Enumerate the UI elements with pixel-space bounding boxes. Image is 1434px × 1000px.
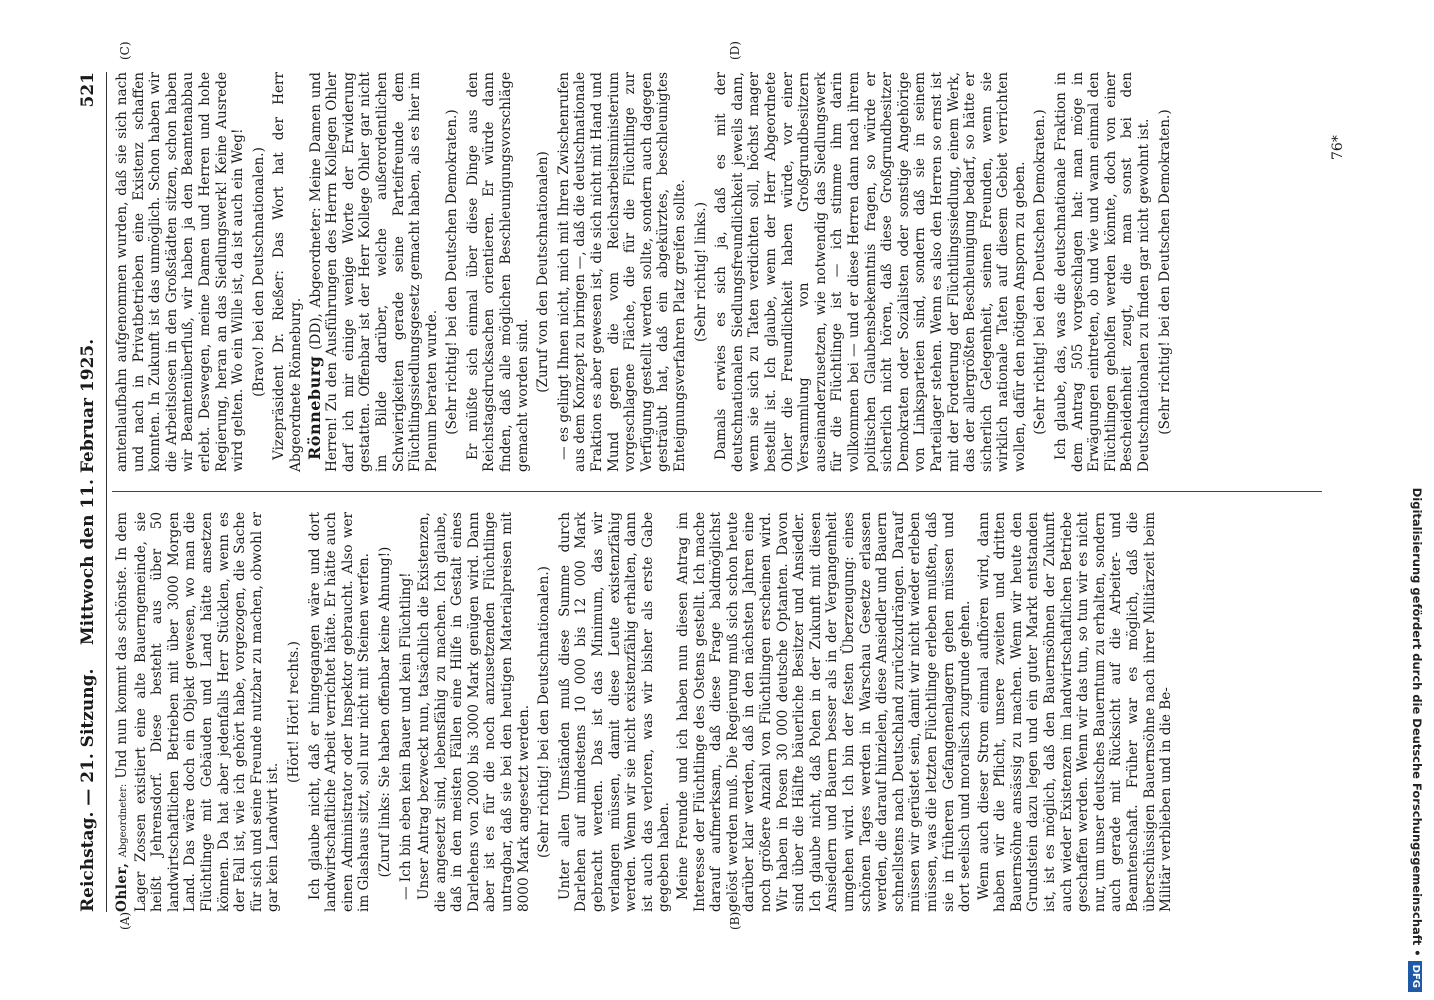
interjection: (Sehr richtig! bei den Deutschen Demokraten.): [1032, 109, 1049, 435]
interjection: (Bravo! bei den Deutschnationalen.): [250, 147, 267, 397]
paragraph: Vizepräsident Dr. Rießer: Das Wort hat der Herr Abgeordnete Rönneburg.: [271, 72, 304, 472]
interjection: (Zuruf links: Sie haben offenbar keine Ahnung!): [376, 546, 393, 878]
paragraph: Unter allen Umständen muß diese Summe durch Darlehen auf mindestens 10 000 bis 12 000 Mark gebracht werden. Das ist das Minimum, das wir verlangen müssen, damit diese Leute existenzfähig werden. Wenn wir sie nicht existenzfähig erhalten, dann ist auch das verloren, was wir bisher als erste Gabe gegeben haben.: [556, 512, 673, 912]
dfg-logo: DFG: [1408, 961, 1422, 992]
margin-marker-b: (B): [728, 911, 742, 930]
column-right: [114, 72, 1324, 472]
speaker-name: Rönneburg: [304, 355, 324, 460]
signature-mark: 76*: [1330, 135, 1346, 160]
speaker-role: Abgeordneter:: [118, 783, 129, 858]
speaker-party: (DD), Abgeordneter:: [307, 207, 324, 350]
paragraph: Ich glaube nicht, daß er hingegangen wäre und dort landwirtschaftliche Arbeit verrichtet hätte. Er hätte auch einen Administrator oder Inspektor gebraucht. Also wer im Glashaus sitzt, soll nur nicht mit Steinen werfen.: [306, 512, 373, 912]
paragraph: amtenlaufbahn aufgenommen wurden, daß sie sich nach und nach in Privatbetrieben eine Existenz schaffen konnten. In Zukunft ist das unmöglich. Schon haben wir die Arbeitslosen in den Großstädten sitzen, schon haben wir Beamtenüberfluß, wir haben ja den Beamtenabbau erlebt. Deswegen, meine Damen und Herren und hohe Regierung, heran an das Siedlungswerk! Keine Ausrede wird gelten. Wo ein Wille ist, da ist auch ein Weg!: [114, 72, 247, 472]
credit-text: [1404, 0, 1430, 1000]
paragraph: Unser Antrag bezweckt nun, tatsächlich die Existenzen, die angesetzt sind, lebensfähig zu machen. Ich glaube, daß in den meisten Fällen eine Hilfe in Gestalt eines Darlehens von 2000 bis 3000 Mark genügen wird. Dann aber ist es für die noch anzusetzenden Flüchtlinge untragbar, daß sie bei den heutigen Materialpreisen mit 8000 Mark angesetzt werden.: [416, 512, 532, 912]
paragraph: Ich glaube, das, was die deutschnationale Fraktion in dem Antrag 505 vorgeschlagen hat: man möge in Erwägungen eintreten, ob und wie und wann einmal den Flüchtlingen geholfen werden könnte, doch von einer Bescheidenheit zeugt, die man sonst bei den Deutschnationalen zu finden gar nicht gewohnt ist.: [1053, 72, 1153, 472]
speaker-name: Ohler,: [114, 862, 130, 912]
header-rule: [106, 72, 107, 912]
interjection: (Sehr richtig! bei den Deutschen Demokraten.): [1156, 109, 1173, 435]
paragraph: Damals erwies es sich ja, daß es mit der deutschnationalen Siedlungsfreundlichkeit jeweils dann, wenn sie sich zu Taten verdichten soll, höchst mager bestellt ist. Ich glaube, wenn der Herr Abgeordnete Ohler die Freundlichkeit haben würde, vor einer Versammlung von Großgrundbesitzern auseinanderzusetzen, wie notwendig das Siedlungswerk für die Flüchtlinge ist — ich stimme ihm darin vollkommen bei — und er diese Herren dann nach ihrem politischen Glaubensbekenntnis fragen, so würde er sicherlich nicht hören, daß diese Großgrundbesitzer Demokraten oder Sozialisten oder sonstige Angehörige von Linksparteien sind, sondern daß sie in seinem Parteilager stehen. Wenn es also den Herren so ernst ist mit der Forderung der Flüchtlingssiedlung, einem Werk, das der allergrößten Beschleunigung bedarf, so hätte er sicherlich Gelegenheit, seinen Freunden, wenn sie wirklich nationale Taten auf diesem Gebiet verrichten wollen, dafür den nötigen Ansporn zu geben.: [713, 72, 1028, 472]
paragraph: Wenn auch dieser Strom einmal aufhören wird, dann haben wir die Pflicht, unsere zweiten und dritten Bauernsöhne ansässig zu machen. Wenn wir heute den Grundstein dazu legen und ein guter Markt entstanden ist, ist es möglich, daß den Bauernsöhnen der Zukunft auch wieder Existenzen im landwirtschaftlichen Betriebe geschaffen werden. Wenn wir das tun, so tun wir es nicht nur, um unser deutsches Bauerntum zu erhalten, sondern auch gerade mit Rücksicht auf die Arbeiter- und Beamtenschaft. Früher war es möglich, daß die überschüssigen Bauernsöhne nach ihrer Militärzeit beim Militär verblieben und in die Be-: [975, 512, 1175, 912]
interjection: (Zuruf von den Deutschnationalen): [535, 151, 552, 393]
column-left: [114, 512, 1324, 912]
credit-strip: [1404, 0, 1430, 1000]
paragraph: — Ich bin eben kein Bauer und kein Flüchtling!: [397, 572, 414, 900]
interjection: (Sehr richtig! links.): [692, 201, 709, 343]
paragraph-text: Und nun kommt das schönste. In dem Lager Zossen existiert eine alte Bauerngemeinde, sie heißt Jehrensdorf. Diese besteht aus über 50 landwirtschaftlichen Betrieben mit über 3000 Morgen Land. Das wäre doch ein Objekt gewesen, wo man die Flüchtlinge mit Gebäuden und Land hätte ansetzen können. Da hat aber jedenfalls Herr Stücklen, wenn es der Fall ist, wie ich gehört habe, vorgezogen, die Sache für sich und seine Freunde nutzbar zu machen, obwohl er gar kein Landwirt ist.: [114, 512, 282, 912]
paragraph: [114, 512, 282, 912]
interjection: (Hört! Hört! rechts.): [285, 641, 302, 783]
running-header: [78, 72, 104, 912]
column-divider: [112, 491, 1322, 492]
credit-label: Digitalisierung gefördert durch die Deutsche Forschungsgemeinschaft •: [1410, 487, 1424, 957]
margin-marker-d: (D): [728, 41, 742, 60]
interjection: (Sehr richtig! bei den Deutschen Demokraten.): [444, 109, 461, 435]
paragraph: — es gelingt Ihnen nicht, mich mit Ihren Zwischenrufen aus dem Konzept zu bringen —, daß die deutschnationale Fraktion es aber gewesen ist, die sich nicht mit Hand und Mund gegen die vom Reichsarbeitsministerium vorgeschlagene Fläche, die für die Flüchtlinge zur Verfügung gestellt werden sollte, sondern auch dagegen gesträubt hat, daß ein abgekürztes, beschleunigtes Enteignungsverfahren Platz greifen sollte.: [555, 72, 688, 472]
header-date: Mittwoch den 11. Februar 1925.: [78, 338, 98, 646]
paragraph-text: Meine Damen und Herren! Zu den Ausführungen des Herrn Kollegen Ohler darf ich mir einige wenige Worte der Erwiderung gestatten. Offenbar ist der Herr Kollege Ohler gar nicht im Bilde darüber, welche außerordentlichen Schwierigkeiten gerade seine Parteifreunde dem Flüchtlingssiedlungsgesetz gemacht haben, als es hier im Plenum beraten wurde.: [307, 72, 440, 472]
margin-marker-a: (A): [118, 911, 132, 930]
paragraph: [304, 72, 441, 472]
paragraph: Er müßte sich einmal über diese Dinge aus den Reichstagsdrucksachen orientieren. Er würde dann finden, daß alle möglichen Beschleunigungsvorschläge gemacht worden sind.: [464, 72, 531, 472]
interjection: (Sehr richtig! bei den Deutschnationalen.): [536, 566, 553, 858]
page-number: 521: [78, 72, 98, 108]
header-left: Reichstag. — 21. Sitzung.: [78, 668, 98, 912]
paragraph: Meine Freunde und ich haben nun diesen Antrag im Interesse der Flüchtlinge des Ostens gestellt. Ich mache darauf aufmerksam, daß diese Frage baldmöglichst gelöst werden muß. Die Regierung muß sich schon heute darüber klar werden, daß in den nächsten Jahren eine noch größere Anzahl von Flüchtlingen erscheinen wird. Wir haben in Posen 30 000 deutsche Optanten. Davon sind über die Hälfte bäuerliche Besitzer und Ansiedler. Ich glaube nicht, daß Polen in der Zukunft mit diesen Ansiedlern und Bauern besser als in der Vergangenheit umgehen wird. Ich bin der festen Überzeugung: eines schönen Tages werden in Warschau Gesetze erlassen werden, die darauf hinzielen, diese Ansiedler und Bauern schnellstens nach Deutschland zurückzudrängen. Darauf müssen wir gerüstet sein, damit wir nicht wieder erleben müssen, was die letzten Flüchtlinge erleben mußten, daß sie in früheren Gefangenenlagern gehen müssen und dort seelisch und moralisch zugrunde gehen.: [675, 512, 974, 912]
margin-marker-c: (C): [118, 41, 132, 60]
